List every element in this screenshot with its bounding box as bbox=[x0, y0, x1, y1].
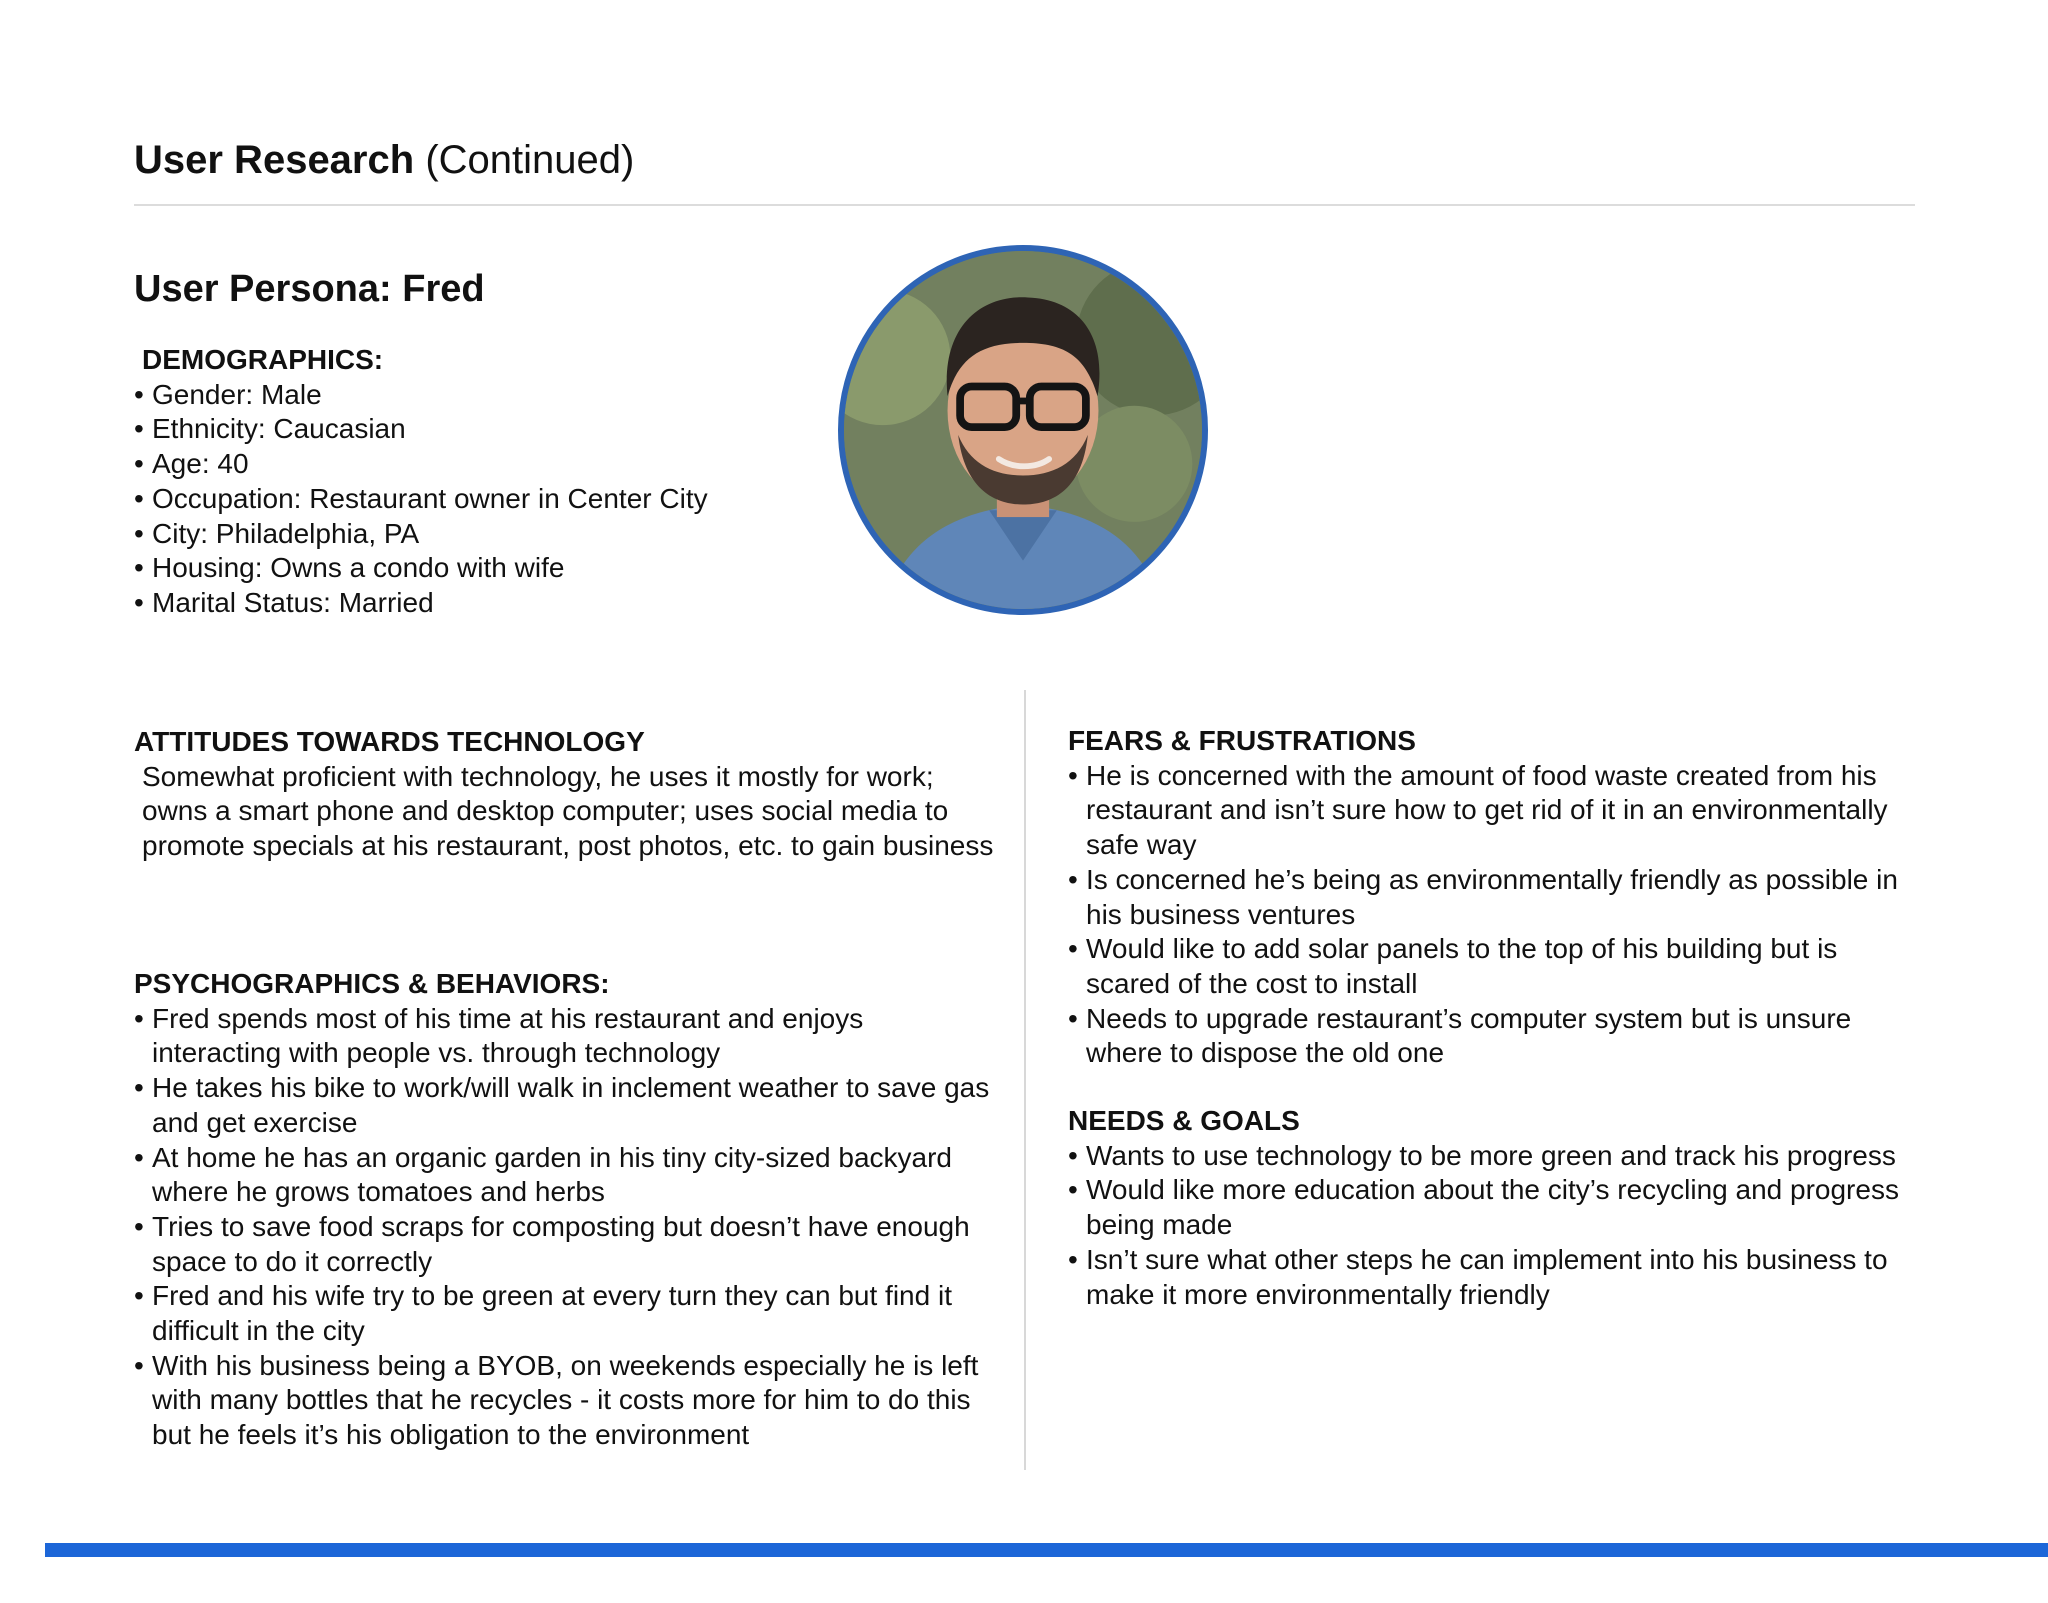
needs-list bbox=[1068, 1139, 1928, 1313]
list-item: • Would like more education about the city’s recycling and progress being made bbox=[1068, 1173, 1928, 1242]
list-item: • He is concerned with the amount of food waste created from his restaurant and isn’t sure how to get rid of it in an environmentally safe way bbox=[1068, 759, 1928, 863]
list-item: • With his business being a BYOB, on weekends especially he is left with many bottles that he recycles - it costs more for him to do this but he feels it’s his obligation to the environment bbox=[134, 1349, 994, 1453]
page-title-suffix: (Continued) bbox=[425, 138, 635, 182]
list-item: • Wants to use technology to be more green and track his progress bbox=[1068, 1139, 1928, 1174]
list-item: • He takes his bike to work/will walk in inclement weather to save gas and get exercise bbox=[134, 1071, 994, 1140]
fears-section bbox=[1068, 724, 1928, 1071]
header-divider bbox=[134, 204, 1915, 206]
list-item: • Ethnicity: Caucasian bbox=[134, 412, 834, 447]
list-item: • Gender: Male bbox=[134, 378, 834, 413]
persona-photo bbox=[844, 251, 1202, 609]
persona-avatar bbox=[838, 245, 1208, 615]
list-item: • Marital Status: Married bbox=[134, 586, 834, 621]
list-item: • Age: 40 bbox=[134, 447, 834, 482]
page-title-main: User Research bbox=[134, 138, 415, 182]
psychographics-list bbox=[134, 1002, 994, 1453]
list-item: • Fred and his wife try to be green at every turn they can but find it difficult in the city bbox=[134, 1279, 994, 1348]
persona-title: User Persona: Fred bbox=[134, 268, 485, 310]
fears-heading: FEARS & FRUSTRATIONS bbox=[1068, 725, 1416, 756]
attitudes-section bbox=[134, 725, 994, 864]
list-item: • Is concerned he’s being as environmentally friendly as possible in his business ventures bbox=[1068, 863, 1928, 932]
psychographics-heading: PSYCHOGRAPHICS & BEHAVIORS: bbox=[134, 968, 610, 999]
column-divider bbox=[1024, 690, 1026, 1470]
psychographics-section bbox=[134, 967, 994, 1453]
needs-section bbox=[1068, 1104, 1928, 1312]
list-item: • City: Philadelphia, PA bbox=[134, 517, 834, 552]
list-item: • Housing: Owns a condo with wife bbox=[134, 551, 834, 586]
demographics-section bbox=[134, 343, 834, 621]
list-item: • At home he has an organic garden in his tiny city-sized backyard where he grows tomatoes and herbs bbox=[134, 1141, 994, 1210]
list-item: • Fred spends most of his time at his restaurant and enjoys interacting with people vs. through technology bbox=[134, 1002, 994, 1071]
list-item: • Occupation: Restaurant owner in Center City bbox=[134, 482, 834, 517]
list-item: • Would like to add solar panels to the top of his building but is scared of the cost to install bbox=[1068, 932, 1928, 1001]
fears-list bbox=[1068, 759, 1928, 1071]
attitudes-heading: ATTITUDES TOWARDS TECHNOLOGY bbox=[134, 726, 645, 757]
list-item: • Isn’t sure what other steps he can implement into his business to make it more environmentally friendly bbox=[1068, 1243, 1928, 1312]
demographics-heading: DEMOGRAPHICS: bbox=[142, 344, 384, 375]
demographics-list bbox=[134, 378, 834, 621]
list-item: • Needs to upgrade restaurant’s computer system but is unsure where to dispose the old one bbox=[1068, 1002, 1928, 1071]
footer-accent-bar bbox=[45, 1543, 2048, 1557]
needs-heading: NEEDS & GOALS bbox=[1068, 1105, 1300, 1136]
attitudes-text: Somewhat proficient with technology, he uses it mostly for work; owns a smart phone and desktop computer; uses social media to promote specials at his restaurant, post photos, etc. to gain business bbox=[142, 760, 994, 862]
list-item: • Tries to save food scraps for composting but doesn’t have enough space to do it correctly bbox=[134, 1210, 994, 1279]
page-title bbox=[134, 132, 634, 188]
